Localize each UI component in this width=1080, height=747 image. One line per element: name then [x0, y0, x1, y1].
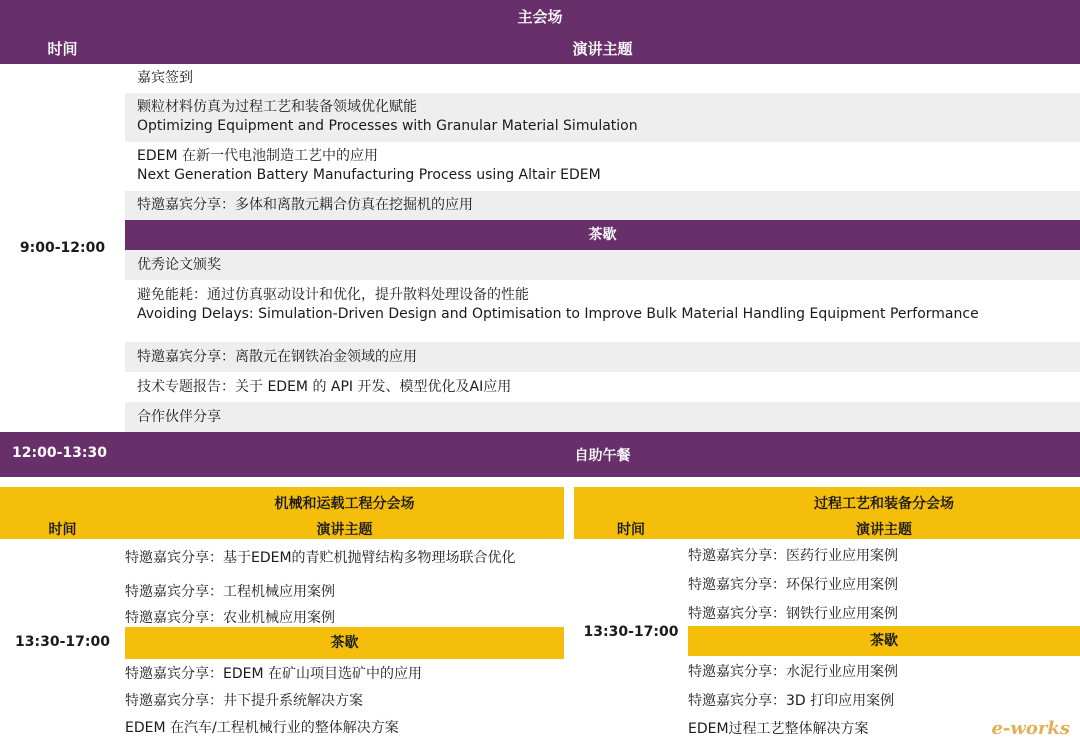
lunch-time: 12:00-13:30: [12, 445, 107, 461]
right-item-0: 特邀嘉宾分享：医药行业应用案例: [688, 548, 898, 564]
left-header: [0, 487, 564, 539]
left-col-time: 时间: [48, 522, 77, 538]
left-col-topic: 演讲主题: [316, 522, 373, 538]
main-item-9: 合作伙伴分享: [125, 402, 1080, 432]
right-col-topic: 演讲主题: [856, 522, 912, 538]
left-item-6: EDEM 在汽车/工程机械行业的整体解决方案: [125, 720, 399, 736]
right-time: 13:30-17:00: [583, 624, 679, 640]
main-header: [0, 0, 1080, 64]
right-item-4: 特邀嘉宾分享：水泥行业应用案例: [688, 664, 898, 680]
main-item-5: 优秀论文颁奖: [125, 250, 1080, 280]
main-title: 主会场: [517, 8, 563, 26]
lunch-label: 自助午餐: [574, 448, 631, 464]
right-item-2: 特邀嘉宾分享：钢铁行业应用案例: [688, 606, 898, 622]
lunch-bar: [0, 432, 1080, 477]
right-item-6: EDEM过程工艺整体解决方案: [688, 721, 869, 737]
main-time-morning: 9:00-12:00: [19, 240, 106, 256]
right-item-5: 特邀嘉宾分享：3D 打印应用案例: [688, 693, 895, 709]
main-item-6: 避免能耗：通过仿真驱动设计和优化，提升散料处理设备的性能 Avoiding Delays: Simulation-Driven Design and Optimisation to Improve Bulk Material Handling Equipment Performance: [137, 287, 979, 322]
left-item-1: 特邀嘉宾分享：工程机械应用案例: [125, 584, 335, 600]
main-item-0: 嘉宾签到: [137, 70, 193, 86]
left-title: 机械和运载工程分会场: [274, 496, 415, 512]
main-item-2: EDEM 在新一代电池制造工艺中的应用 Next Generation Battery Manufacturing Process using Altair EDEM: [137, 148, 601, 183]
right-tea-break: 茶歇: [688, 626, 1080, 656]
main-item-3: 特邀嘉宾分享：多体和离散元耦合仿真在挖掘机的应用: [125, 191, 1080, 220]
right-item-1: 特邀嘉宾分享：环保行业应用案例: [688, 577, 898, 593]
main-item-1: 颗粒材料仿真为过程工艺和装备领域优化赋能 Optimizing Equipment and Processes with Granular Material Simulation: [125, 93, 1080, 142]
right-col-time: 时间: [617, 522, 645, 538]
left-item-0: 特邀嘉宾分享：基于EDEM的青贮机抛臂结构多物理场联合优化: [125, 550, 516, 566]
main-item-7: 特邀嘉宾分享：离散元在钢铁冶金领域的应用: [125, 342, 1080, 372]
left-item-4: 特邀嘉宾分享：EDEM 在矿山项目选矿中的应用: [125, 666, 422, 682]
main-col-time: 时间: [47, 40, 78, 58]
left-time: 13:30-17:00: [15, 633, 110, 650]
right-header: [574, 487, 1080, 539]
left-item-5: 特邀嘉宾分享：井下提升系统解决方案: [125, 693, 363, 709]
main-col-topic: 演讲主题: [572, 40, 633, 58]
left-tea-break: 茶歇: [125, 627, 564, 659]
eworks-logo: e-works: [991, 718, 1070, 739]
left-item-2: 特邀嘉宾分享：农业机械应用案例: [125, 610, 335, 626]
main-tea-break: 茶歇: [125, 220, 1080, 250]
main-item-8: 技术专题报告：关于 EDEM 的 API 开发、模型优化及AI应用: [137, 379, 512, 395]
right-title: 过程工艺和装备分会场: [814, 496, 954, 512]
